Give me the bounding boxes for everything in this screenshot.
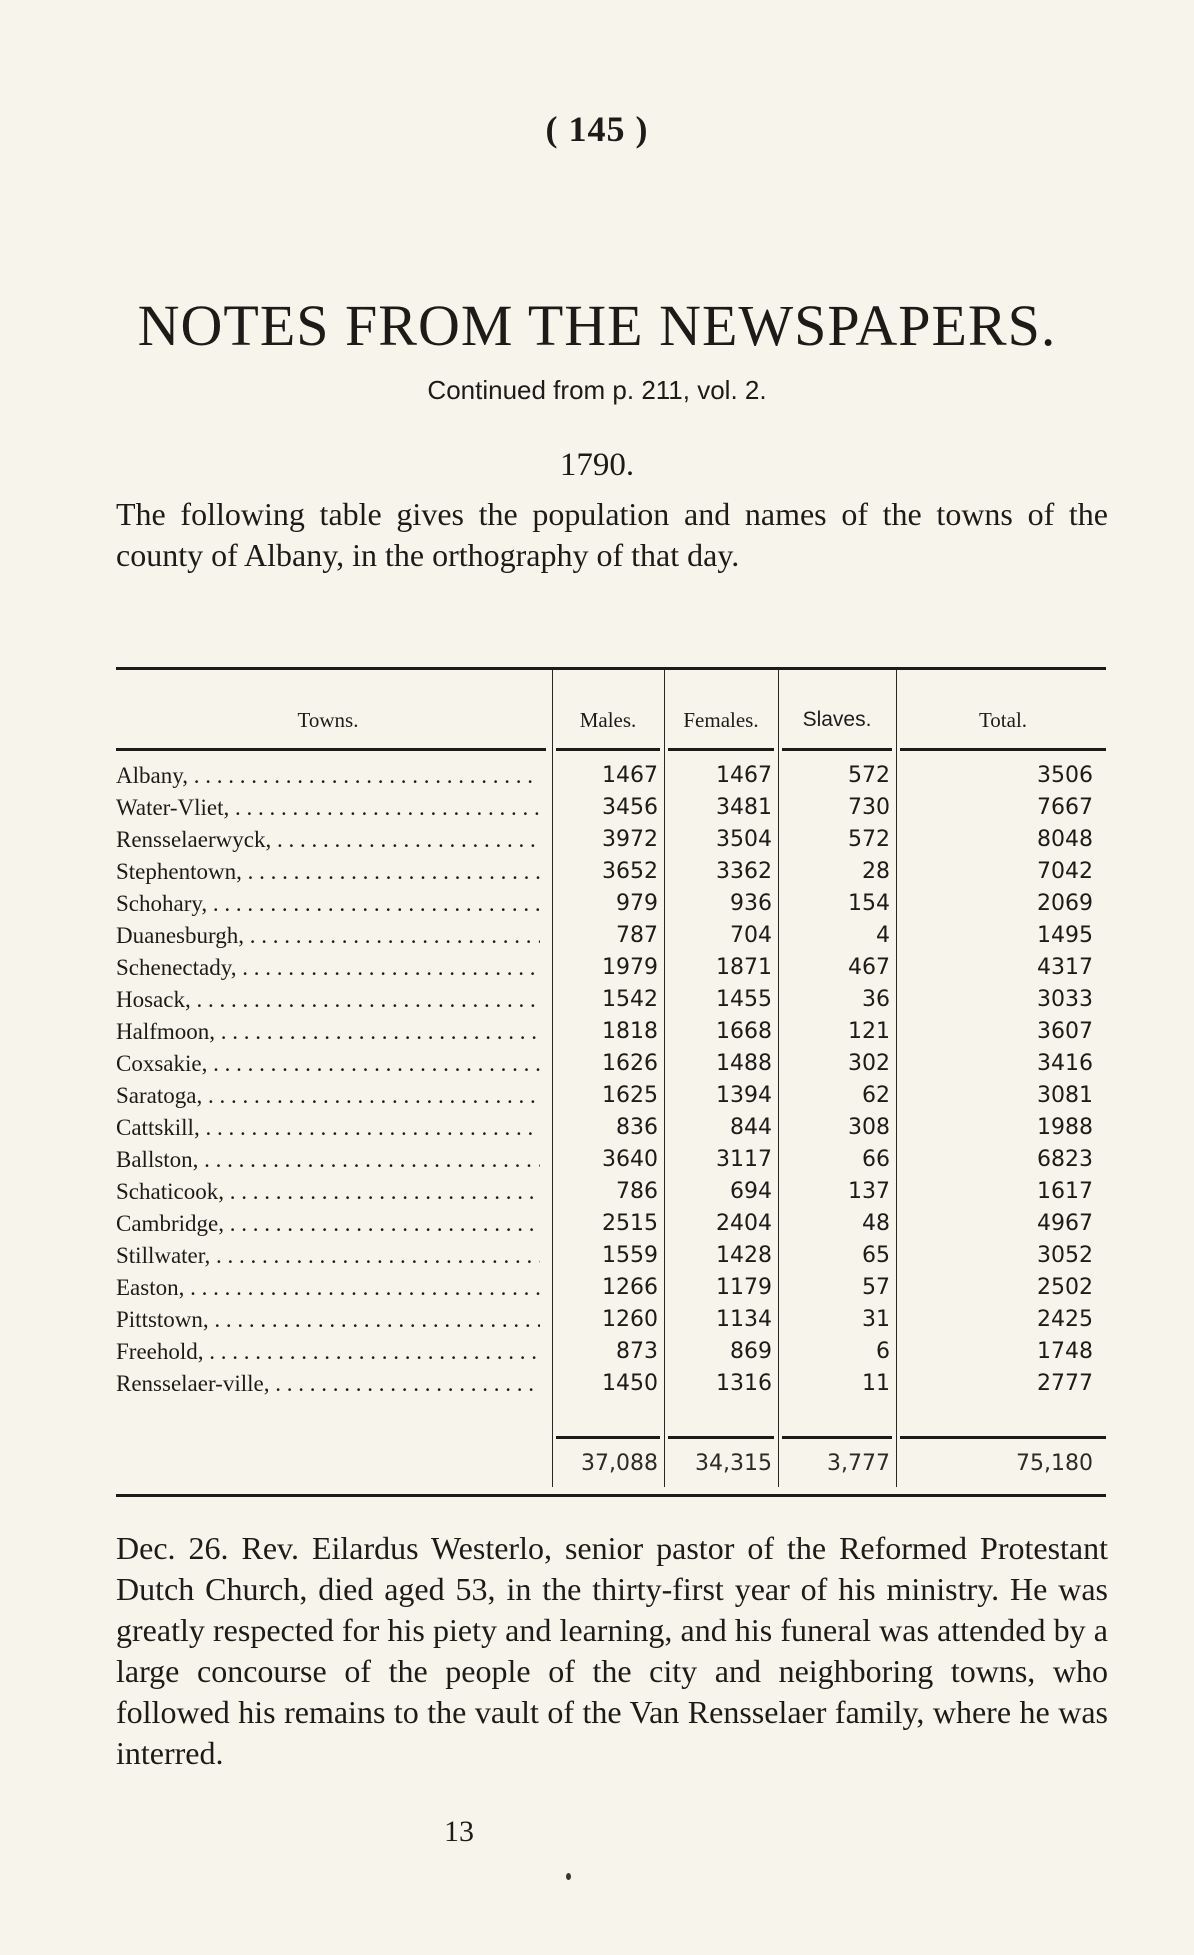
total-value: 2069	[1037, 891, 1093, 916]
total-value: 3506	[1037, 763, 1093, 788]
slaves-value: 31	[862, 1307, 890, 1332]
town-name: Saratoga, . . .	[116, 1080, 540, 1112]
total-value: 4317	[1037, 955, 1093, 980]
slaves-total: 3,777	[827, 1451, 890, 1476]
table-row	[116, 888, 1106, 920]
total-value: 4967	[1037, 1211, 1093, 1236]
header-slaves: Slaves.	[802, 708, 872, 731]
females-value: 3362	[716, 859, 772, 884]
header-rule	[782, 748, 892, 751]
males-value: 1979	[602, 955, 658, 980]
town-name: Pittstown, . . .	[116, 1304, 540, 1336]
header-total: Total.	[978, 708, 1028, 732]
header-rule	[900, 748, 1106, 751]
table-row	[116, 760, 1106, 792]
town-name: Schaticook, . . .	[116, 1176, 540, 1208]
table-row	[116, 1304, 1106, 1336]
slaves-value: 572	[848, 763, 890, 788]
males-value: 3652	[602, 859, 658, 884]
header-rule	[668, 748, 774, 751]
males-value: 1260	[602, 1307, 658, 1332]
town-name: Cambridge, . . .	[116, 1208, 540, 1240]
females-value: 1134	[716, 1307, 772, 1332]
total-value: 3081	[1037, 1083, 1093, 1108]
obituary-paragraph: Dec. 26. Rev. Eilardus Westerlo, senior pastor of the Reformed Protestant Dutch Church, died aged 53, in the thirty-first year of his ministry. He was greatly respected for his piety and learning, and his funeral was attended by a large concourse of the people of the city and neighboring towns, who followed his remains to the vault of the Van Rensselaer family, where he was interred.	[116, 1530, 1108, 1771]
females-value: 704	[730, 923, 772, 948]
males-value: 1818	[602, 1019, 658, 1044]
town-name: Halfmoon, . . .	[116, 1016, 540, 1048]
females-total: 34,315	[695, 1451, 772, 1476]
table-row	[116, 1368, 1106, 1400]
slaves-value: 137	[848, 1179, 890, 1204]
town-name: Stillwater, . . .	[116, 1240, 540, 1272]
town-name: Freehold, . . .	[116, 1336, 540, 1368]
table-row	[116, 792, 1106, 824]
slaves-value: 48	[862, 1211, 890, 1236]
slaves-value: 6	[876, 1339, 890, 1364]
total-value: 2425	[1037, 1307, 1093, 1332]
males-value: 1559	[602, 1243, 658, 1268]
slaves-value: 57	[862, 1275, 890, 1300]
table-row	[116, 1208, 1106, 1240]
header-males: Males.	[579, 708, 637, 732]
town-name: Schohary, . . .	[116, 888, 540, 920]
table-row	[116, 1272, 1106, 1304]
slaves-value: 36	[862, 987, 890, 1012]
slaves-value: 121	[848, 1019, 890, 1044]
town-name: Hosack, . . .	[116, 984, 540, 1016]
table-row	[116, 1080, 1106, 1112]
females-value: 1428	[716, 1243, 772, 1268]
females-value: 1871	[716, 955, 772, 980]
females-value: 3117	[716, 1147, 772, 1172]
males-total: 37,088	[581, 1451, 658, 1476]
total-value: 3052	[1037, 1243, 1093, 1268]
females-value: 1467	[716, 763, 772, 788]
total-value: 7667	[1037, 795, 1093, 820]
females-value: 869	[730, 1339, 772, 1364]
totals-rule	[668, 1436, 774, 1439]
totals-row	[116, 1448, 1106, 1480]
header-females: Females.	[683, 708, 759, 732]
females-value: 694	[730, 1179, 772, 1204]
females-value: 1488	[716, 1051, 772, 1076]
females-value: 1179	[716, 1275, 772, 1300]
printer-mark	[566, 1873, 571, 1880]
intro-paragraph: The following table gives the population and names of the towns of the county of Albany, in the orthography of that day.	[116, 496, 1108, 573]
header-rule	[116, 748, 546, 751]
total-value: 1617	[1037, 1179, 1093, 1204]
town-name: Coxsakie, . . .	[116, 1048, 540, 1080]
females-value: 3504	[716, 827, 772, 852]
males-value: 1266	[602, 1275, 658, 1300]
slaves-value: 730	[848, 795, 890, 820]
town-name: Albany, . . .	[116, 760, 540, 792]
table-row	[116, 824, 1106, 856]
males-value: 979	[616, 891, 658, 916]
slaves-value: 62	[862, 1083, 890, 1108]
totals-rule	[782, 1436, 892, 1439]
slaves-value: 302	[848, 1051, 890, 1076]
population-table	[116, 667, 1106, 1497]
page-number: ( 145 )	[545, 109, 649, 149]
slaves-value: 4	[876, 923, 890, 948]
town-name: Easton, . . .	[116, 1272, 540, 1304]
table-row	[116, 1176, 1106, 1208]
total-value: 6823	[1037, 1147, 1093, 1172]
total-value: 7042	[1037, 859, 1093, 884]
town-name: Schenectady, . . .	[116, 952, 540, 984]
males-value: 3456	[602, 795, 658, 820]
males-value: 1542	[602, 987, 658, 1012]
males-value: 873	[616, 1339, 658, 1364]
slaves-value: 154	[848, 891, 890, 916]
totals-rule	[556, 1436, 660, 1439]
females-value: 844	[730, 1115, 772, 1140]
table-row	[116, 1048, 1106, 1080]
slaves-value: 11	[862, 1371, 890, 1396]
males-value: 1626	[602, 1051, 658, 1076]
table-row	[116, 1336, 1106, 1368]
slaves-value: 28	[862, 859, 890, 884]
slaves-value: 572	[848, 827, 890, 852]
males-value: 836	[616, 1115, 658, 1140]
females-value: 1455	[716, 987, 772, 1012]
females-value: 3481	[716, 795, 772, 820]
males-value: 3972	[602, 827, 658, 852]
table-row	[116, 952, 1106, 984]
females-value: 1316	[716, 1371, 772, 1396]
table-row	[116, 1112, 1106, 1144]
total-value: 1748	[1037, 1339, 1093, 1364]
totals-rule	[900, 1436, 1106, 1439]
section-year: 1790.	[559, 447, 635, 483]
total-value: 1495	[1037, 923, 1093, 948]
town-name: Rensselaer-ville, . . .	[116, 1368, 540, 1400]
slaves-value: 66	[862, 1147, 890, 1172]
town-name: Cattskill, . . .	[116, 1112, 540, 1144]
continuation-note: Continued from p. 211, vol. 2.	[427, 375, 767, 405]
total-value: 3416	[1037, 1051, 1093, 1076]
town-name: Duanesburgh, . . .	[116, 920, 540, 952]
slaves-value: 308	[848, 1115, 890, 1140]
table-row	[116, 984, 1106, 1016]
header-rule	[556, 748, 660, 751]
total-value: 3607	[1037, 1019, 1093, 1044]
females-value: 1394	[716, 1083, 772, 1108]
females-value: 936	[730, 891, 772, 916]
table-row	[116, 1016, 1106, 1048]
town-name: Water-Vliet, . . .	[116, 792, 540, 824]
header-towns: Towns.	[297, 708, 359, 732]
total-value: 8048	[1037, 827, 1093, 852]
town-name: Ballston, . . .	[116, 1144, 540, 1176]
males-value: 3640	[602, 1147, 658, 1172]
table-row	[116, 920, 1106, 952]
total-value: 1988	[1037, 1115, 1093, 1140]
town-name: Stephentown, . . .	[116, 856, 540, 888]
males-value: 1625	[602, 1083, 658, 1108]
page-title: NOTES FROM THE NEWSPAPERS.	[137, 293, 1057, 358]
total-value: 2502	[1037, 1275, 1093, 1300]
females-value: 2404	[716, 1211, 772, 1236]
males-value: 1450	[602, 1371, 658, 1396]
table-row	[116, 856, 1106, 888]
males-value: 786	[616, 1179, 658, 1204]
signature-mark: 13	[444, 1815, 474, 1848]
males-value: 2515	[602, 1211, 658, 1236]
table-row	[116, 1240, 1106, 1272]
table-row	[116, 1144, 1106, 1176]
grand-total: 75,180	[1016, 1451, 1093, 1476]
males-value: 1467	[602, 763, 658, 788]
males-value: 787	[616, 923, 658, 948]
town-name: Rensselaerwyck, . . .	[116, 824, 540, 856]
slaves-value: 467	[848, 955, 890, 980]
females-value: 1668	[716, 1019, 772, 1044]
total-value: 2777	[1037, 1371, 1093, 1396]
slaves-value: 65	[862, 1243, 890, 1268]
total-value: 3033	[1037, 987, 1093, 1012]
